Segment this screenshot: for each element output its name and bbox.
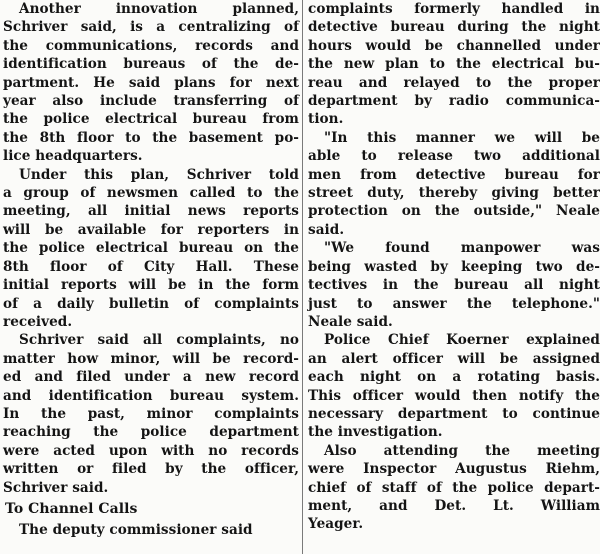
- text-line: Yeager.: [308, 516, 364, 533]
- text-line: written or filed by the officer,: [3, 461, 299, 478]
- text-line: each night on a rotating basis.: [308, 369, 600, 386]
- text-line: the police electrical bureau from: [3, 111, 299, 128]
- text-line: said.: [308, 221, 345, 238]
- text-line: matter how minor, will be record-: [3, 350, 299, 367]
- text-line: ment, and Det. Lt. William: [308, 497, 600, 514]
- text-line: Police Chief Koerner explained: [324, 332, 600, 349]
- text-line: This officer would then notify the: [308, 387, 600, 404]
- text-line: reaching the police department: [3, 424, 299, 441]
- paragraph-deputy-commissioner: [3, 521, 299, 539]
- text-line: hours would be channelled under: [308, 37, 600, 54]
- text-line: an alert officer will be assigned: [308, 350, 600, 367]
- text-line: the 8th floor to the basement po-: [3, 129, 299, 146]
- text-line: Schriver said, is a centralizing of: [3, 19, 299, 36]
- paragraph-complaints-formerly: [308, 0, 600, 129]
- paragraph-all-complaints: [3, 331, 299, 497]
- text-line: year also include transferring of: [3, 93, 299, 110]
- text-line: were Inspector Augustus Riehm,: [308, 461, 600, 478]
- text-line: department by radio communica-: [308, 93, 600, 110]
- text-line: tectives in the bureau all night: [308, 277, 600, 294]
- paragraph-under-this-plan: [3, 166, 299, 332]
- text-line: 8th floor of City Hall. These: [3, 258, 299, 275]
- text-line: received.: [3, 313, 73, 330]
- text-line: protection on the outside," Neale: [308, 203, 600, 220]
- text-line: being wasted by keeping two de-: [308, 258, 600, 275]
- text-line: ed and filed under a new record: [3, 369, 299, 386]
- text-line: lice headquarters.: [3, 148, 143, 165]
- paragraph-also-attending: [308, 442, 600, 534]
- text-line: initial reports will be in the form: [3, 277, 299, 294]
- text-line: the new plan to the electrical bu-: [308, 56, 600, 73]
- text-line: Schriver said.: [3, 479, 109, 496]
- paragraph-manpower: [308, 239, 600, 331]
- text-line: Also attending the meeting: [324, 442, 600, 459]
- text-line: reau and relayed to the proper: [308, 74, 600, 91]
- text-line: Schriver said all complaints, no: [19, 332, 299, 349]
- text-line: tion.: [308, 111, 344, 128]
- text-line: meeting, all initial news reports: [3, 203, 299, 220]
- paragraph-innovation: [3, 0, 299, 166]
- text-line: partment. He said plans for next: [3, 74, 299, 91]
- text-line: will be available for reporters in: [3, 221, 299, 238]
- text-line: "We found manpower was: [324, 240, 600, 257]
- text-line: Neale said.: [308, 313, 393, 330]
- text-line: street duty, thereby giving better: [308, 185, 600, 202]
- left-column: [3, 0, 299, 540]
- text-line: the communications, records and: [3, 37, 299, 54]
- text-line: identification bureaus of the de-: [3, 56, 299, 73]
- paragraph-police-chief: [308, 331, 600, 441]
- text-line: the investigation.: [308, 424, 443, 441]
- text-line: were acted upon with no records: [3, 442, 299, 459]
- text-line: Another innovation planned,: [19, 1, 299, 17]
- text-line: of a daily bulletin of complaints: [3, 295, 299, 312]
- text-line: men from detective bureau for: [308, 166, 600, 183]
- text-line: chief of staff of the police depart-: [308, 479, 600, 496]
- text-line: Under this plan, Schriver told: [19, 166, 299, 183]
- right-column: [308, 0, 600, 534]
- subhead: To Channel Calls: [5, 500, 138, 517]
- text-line: complaints formerly handled in: [308, 1, 600, 17]
- text-line: necessary department to continue: [308, 405, 600, 422]
- text-line: In the past, minor complaints: [3, 405, 299, 422]
- text-line: and identification bureau system.: [3, 387, 299, 404]
- paragraph-in-this-manner: [308, 129, 600, 239]
- text-line: able to release two additional: [308, 148, 600, 165]
- text-line: detective bureau during the night: [308, 19, 600, 36]
- text-line: The deputy commissioner said: [19, 522, 253, 539]
- text-line: the police electrical bureau on the: [3, 240, 299, 257]
- text-line: a group of newsmen called to the: [3, 185, 299, 202]
- column-divider: [302, 0, 303, 554]
- text-line: just to answer the telephone.": [308, 295, 600, 312]
- text-line: "In this manner we will be: [324, 129, 600, 146]
